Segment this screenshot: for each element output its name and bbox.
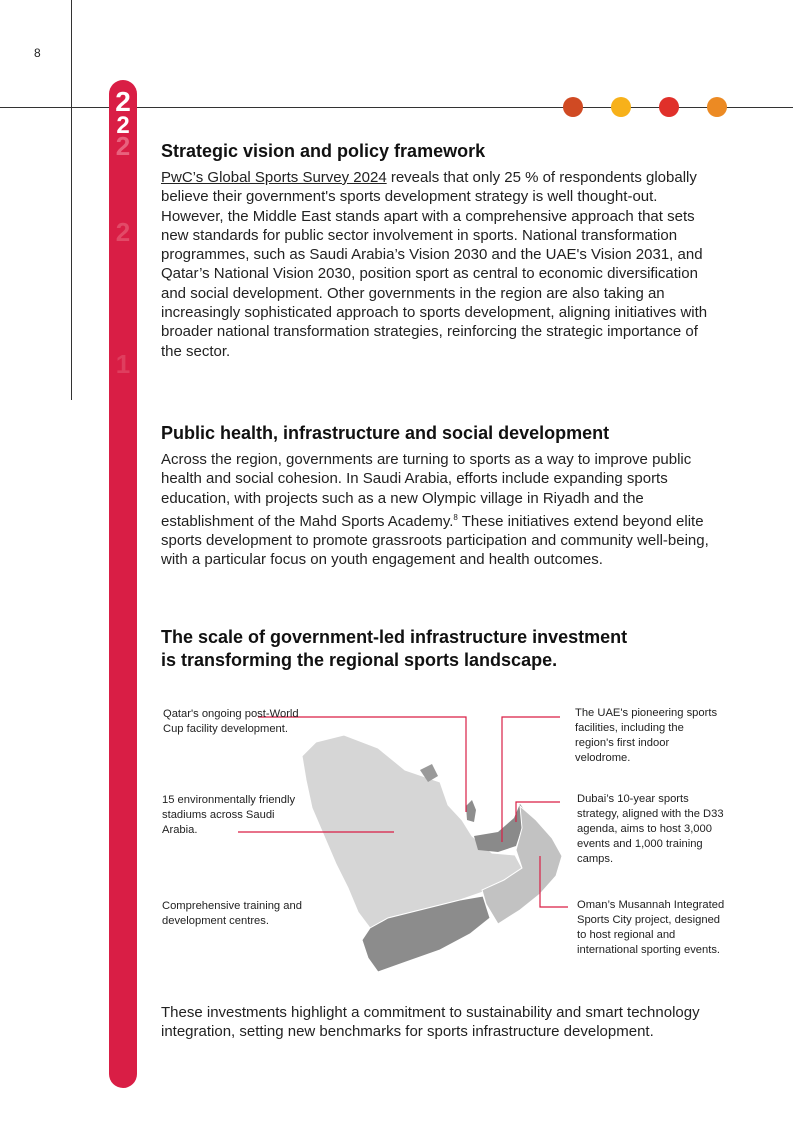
map-label-saudi-stadiums: 15 environmentally friendly stadiums across Saudi Arabia. [162,794,296,836]
pwc-survey-link[interactable]: PwC’s Global Sports Survey 2024 [161,169,387,186]
sidebar-glyph-3: 2 [115,131,131,161]
map-label-dubai: Dubai’s 10-year sports strategy, aligned with the D33 agenda, aims to host 3,000 events and 1,000 training camps. [577,793,724,865]
qatar-region [466,800,476,822]
sidebar-glyph-1: 2 [115,86,131,117]
page-number: 8 [34,46,41,60]
map-label-uae: The UAE's pioneering sports facilities, including the region's first indoor velodrome. [575,707,718,764]
closing-paragraph: These investments highlight a commitment to sustainability and smart technology integration, setting new benchmarks for sports infrastructure development. [161,1004,700,1041]
public-health-text-2: These initiatives extend beyond elite sports development to promote grassroots participation and community well-being, with a particular focus on youth engagement and health outcomes. [161,512,709,569]
public-health-text-1: Across the region, governments are turning to sports as a way to improve public health and social cohesion. In Saudi Arabia, efforts include expanding sports education, with projects such as a new Olympic village in Riyadh and the establishment of the Mahd Sports Academy. [161,451,692,530]
section-heading-strategic-vision: Strategic vision and policy framework [161,141,486,161]
sidebar-glyph-2: 2 [116,112,130,139]
sidebar-glyph-4: 2 [115,217,131,247]
footnote-reference[interactable]: 8 [453,512,458,522]
sidebar-glyph-5: 1 [115,349,131,379]
infrastructure-heading-line-1: The scale of government-led infrastructure investment [161,627,628,647]
infrastructure-heading-line-2: is transforming the regional sports landscape. [161,650,558,670]
strategic-vision-text: reveals that only 25 % of respondents globally believe their government's sports development strategy is well thought-out. However, the Middle East stands apart with a comprehensive approach that sets new standards for public sector involvement in sports. National transformation programmes, such as Saudi Arabia’s Vision 2030 and the UAE's Vision 2031, and Qatar’s National Vision 2030, position sport as central to economic diversification and social development. Other governments in the region are also taking an increasingly sophisticated approach to sports development, aligning initiatives with broader national transformation strategies, reinforcing the strategic importance of the sector. [161,169,708,360]
section-heading-public-health: Public health, infrastructure and social development [161,423,610,443]
map-label-qatar: Qatar's ongoing post-World Cup facility development. [163,708,299,735]
map-label-oman: Oman’s Musannah Integrated Sports City project, designed to host regional and international sporting events. [577,899,725,956]
map-label-training-centres: Comprehensive training and development centres. [162,900,302,927]
